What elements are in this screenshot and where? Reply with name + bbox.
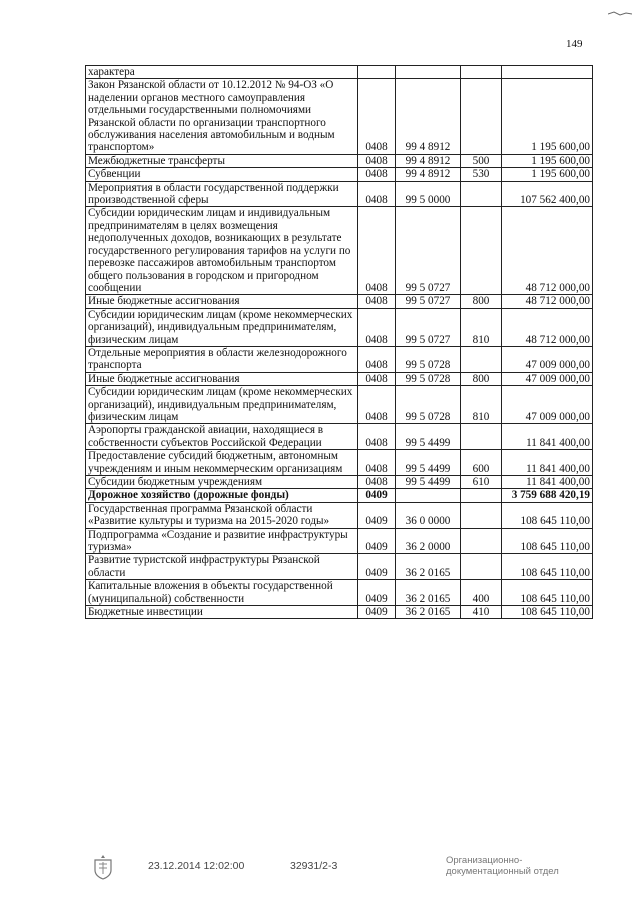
row-name: Субсидии юридическим лицам (кроме некоммерческих организаций), индивидуальным предпринимателям, физическим лицам [86,386,358,424]
target-article-code: 99 5 4499 [396,476,461,489]
footer [0,848,640,898]
row-name: Аэропорты гражданской авиации, находящиеся в собственности субъектов Российской Федерации [86,424,358,450]
table-row [86,372,593,385]
table-row [86,308,593,346]
footer-department [446,855,559,877]
amount [502,66,593,79]
table-row [86,295,593,308]
section-code: 0408 [358,424,396,450]
target-article-code: 36 0 0000 [396,502,461,528]
table-row [86,424,593,450]
expense-type-code: 800 [461,295,502,308]
expense-type-code: 500 [461,154,502,167]
expense-type-code [461,554,502,580]
amount: 47 009 000,00 [502,346,593,372]
section-code: 0409 [358,580,396,606]
amount: 1 195 600,00 [502,168,593,181]
row-name: Предоставление субсидий бюджетным, автономным учреждениям и иным некоммерческим организациям [86,450,358,476]
row-name: Субсидии юридическим лицам и индивидуальным предпринимателям в целях возмещения недополученных доходов, возникающих в результате государственного регулирования тарифов на услуги по перевозке пассажиров автомобильным транспортом общего пользования в городском и пригородном сообщении [86,207,358,295]
row-name: Межбюджетные трансферты [86,154,358,167]
amount: 108 645 110,00 [502,554,593,580]
expense-type-code [461,66,502,79]
target-article-code: 36 2 0165 [396,554,461,580]
target-article-code: 99 5 0727 [396,207,461,295]
amount: 108 645 110,00 [502,580,593,606]
expense-type-code [461,502,502,528]
expense-type-code: 530 [461,168,502,181]
target-article-code: 99 4 8912 [396,79,461,154]
target-article-code: 99 5 0727 [396,308,461,346]
footer-timestamp: 23.12.2014 12:02:00 [148,860,245,872]
table-row [86,386,593,424]
section-code: 0409 [358,554,396,580]
row-name: Развитие туристской инфраструктуры Рязанской области [86,554,358,580]
section-code: 0408 [358,372,396,385]
amount: 11 841 400,00 [502,450,593,476]
amount: 48 712 000,00 [502,207,593,295]
table-row [86,489,593,502]
section-code: 0408 [358,295,396,308]
expense-type-code: 410 [461,606,502,619]
footer-doc-number: 32931/2-3 [290,860,338,872]
row-name: Мероприятия в области государственной поддержки производственной сферы [86,181,358,207]
amount: 108 645 110,00 [502,528,593,554]
amount: 108 645 110,00 [502,606,593,619]
table-row [86,606,593,619]
section-code: 0408 [358,207,396,295]
target-article-code: 36 2 0165 [396,606,461,619]
section-code: 0409 [358,502,396,528]
amount: 107 562 400,00 [502,181,593,207]
section-code: 0408 [358,476,396,489]
target-article-code: 99 5 0000 [396,181,461,207]
expense-type-code [461,181,502,207]
amount: 48 712 000,00 [502,295,593,308]
expense-type-code: 800 [461,372,502,385]
expense-type-code [461,346,502,372]
row-name: Иные бюджетные ассигнования [86,372,358,385]
table-row [86,476,593,489]
row-name: Субвенции [86,168,358,181]
table-row [86,554,593,580]
expense-type-code [461,424,502,450]
table-row [86,502,593,528]
row-name: Подпрограмма «Создание и развитие инфраструктуры туризма» [86,528,358,554]
row-name: Бюджетные инвестиции [86,606,358,619]
table-row [86,450,593,476]
target-article-code: 99 4 8912 [396,168,461,181]
row-name: Субсидии бюджетным учреждениям [86,476,358,489]
amount: 11 841 400,00 [502,476,593,489]
row-name: Отдельные мероприятия в области железнодорожного транспорта [86,346,358,372]
amount: 3 759 688 420,19 [502,489,593,502]
row-name: Дорожное хозяйство (дорожные фонды) [86,489,358,502]
table-row [86,580,593,606]
target-article-code: 99 5 0728 [396,372,461,385]
section-code: 0408 [358,346,396,372]
target-article-code: 99 5 4499 [396,450,461,476]
amount: 1 195 600,00 [502,154,593,167]
table-row [86,168,593,181]
row-name: Государственная программа Рязанской области «Развитие культуры и туризма на 2015-2020 годы» [86,502,358,528]
section-code: 0408 [358,450,396,476]
amount: 48 712 000,00 [502,308,593,346]
table-row [86,154,593,167]
target-article-code: 99 4 8912 [396,154,461,167]
budget-table [85,65,593,619]
section-code [358,66,396,79]
amount: 47 009 000,00 [502,372,593,385]
table-row [86,66,593,79]
expense-type-code [461,528,502,554]
table-row [86,528,593,554]
target-article-code [396,489,461,502]
expense-type-code: 810 [461,308,502,346]
target-article-code: 36 2 0000 [396,528,461,554]
department-line: документационный отдел [446,866,559,877]
expense-type-code [461,207,502,295]
expense-type-code: 810 [461,386,502,424]
section-code: 0408 [358,308,396,346]
section-code: 0408 [358,181,396,207]
expense-type-code: 600 [461,450,502,476]
coat-of-arms-icon [92,854,114,880]
section-code: 0408 [358,386,396,424]
amount: 47 009 000,00 [502,386,593,424]
table-row [86,207,593,295]
table-row [86,346,593,372]
section-code: 0409 [358,606,396,619]
expense-type-code: 610 [461,476,502,489]
section-code: 0408 [358,154,396,167]
target-article-code: 99 5 0727 [396,295,461,308]
section-code: 0409 [358,489,396,502]
section-code: 0408 [358,168,396,181]
section-code: 0408 [358,79,396,154]
row-name: Субсидии юридическим лицам (кроме некоммерческих организаций), индивидуальным предпринимателям, физическим лицам [86,308,358,346]
section-code: 0409 [358,528,396,554]
amount: 11 841 400,00 [502,424,593,450]
table-row [86,79,593,154]
amount: 1 195 600,00 [502,79,593,154]
target-article-code: 99 5 4499 [396,424,461,450]
expense-type-code: 400 [461,580,502,606]
target-article-code: 36 2 0165 [396,580,461,606]
row-name: характера [86,66,358,79]
expense-type-code [461,489,502,502]
target-article-code: 99 5 0728 [396,386,461,424]
row-name: Иные бюджетные ассигнования [86,295,358,308]
table-row [86,181,593,207]
scan-mark [608,4,632,10]
target-article-code [396,66,461,79]
row-name: Капитальные вложения в объекты государственной (муниципальной) собственности [86,580,358,606]
target-article-code: 99 5 0728 [396,346,461,372]
page-number: 149 [566,38,583,50]
expense-type-code [461,79,502,154]
department-line: Организационно- [446,855,523,866]
amount: 108 645 110,00 [502,502,593,528]
row-name: Закон Рязанской области от 10.12.2012 № 94-ОЗ «О наделении органов местного самоуправления отдельными государственными полномочиями Рязанской области по организации транспортного обслуживания населения автомобильным и водным транспортом» [86,79,358,154]
